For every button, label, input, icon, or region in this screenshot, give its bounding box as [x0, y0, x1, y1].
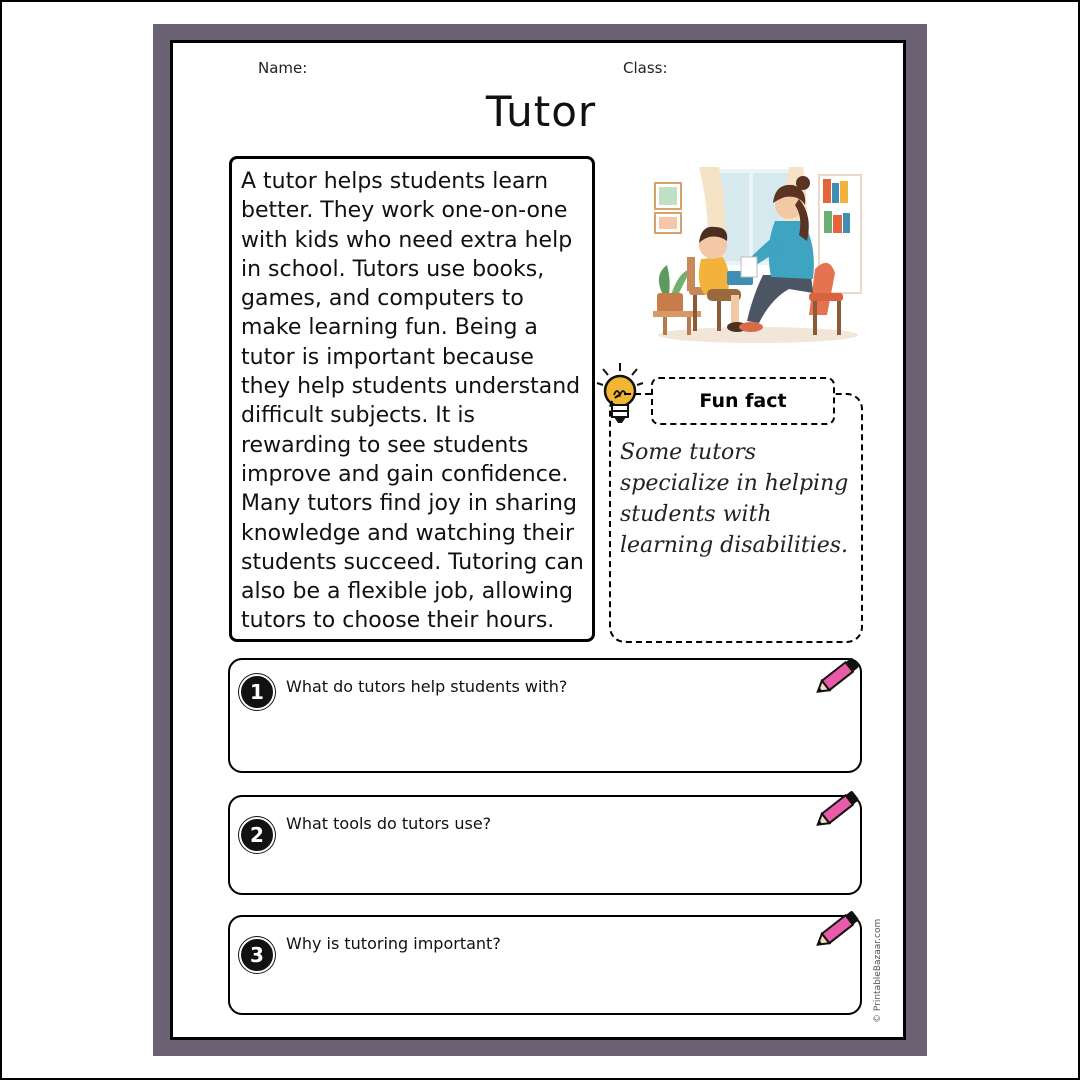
- question-box-2[interactable]: [228, 795, 862, 895]
- question-number-badge: 3: [239, 937, 275, 973]
- question-text: What tools do tutors use?: [286, 814, 492, 833]
- reading-passage: A tutor helps students learn better. They work one-on-one with kids who need extra help in school. Tutors use books, games, and computers to make learning fun. Being a tutor is important because they help students understand difficult subjects. It is rewarding to see students improve and gain confidence. Many tutors find joy in sharing knowledge and watching their students succeed. Tutoring can also be a flexible job, allowing tutors to choose their hours.: [229, 156, 595, 642]
- name-label: Name:: [258, 59, 308, 77]
- question-text: What do tutors help students with?: [286, 677, 568, 696]
- question-box-3[interactable]: [228, 915, 862, 1015]
- question-text: Why is tutoring important?: [286, 934, 501, 953]
- question-box-1[interactable]: [228, 658, 862, 773]
- tutor-illustration: [643, 165, 869, 345]
- fun-fact-text: Some tutors specialize in helping students with learning disabilities.: [620, 440, 849, 558]
- page-title: Tutor: [485, 87, 597, 136]
- credit-text: © PrintableBazaar.com: [873, 918, 883, 1023]
- question-number-badge: 1: [239, 674, 275, 710]
- class-label: Class:: [623, 59, 668, 77]
- pencil-icon: [812, 905, 866, 951]
- question-number-badge: 2: [239, 817, 275, 853]
- fun-fact-heading: Fun fact: [651, 377, 835, 425]
- pencil-icon: [812, 785, 866, 831]
- pencil-icon: [812, 652, 866, 698]
- worksheet: [170, 40, 906, 1040]
